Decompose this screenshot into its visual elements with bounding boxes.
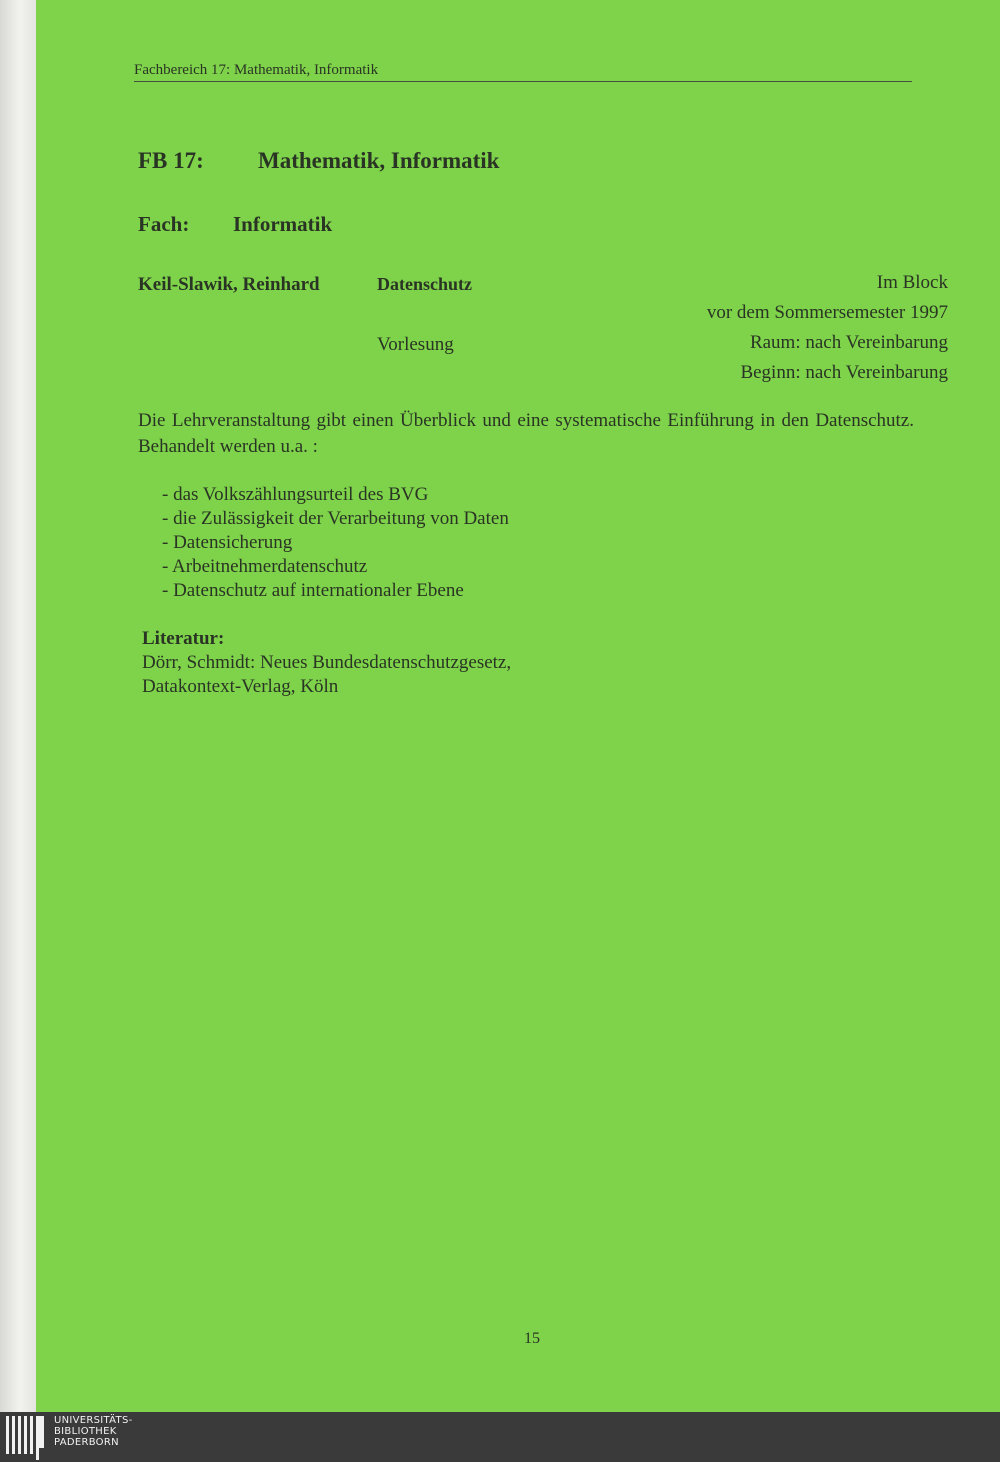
subject-label: Fach: [138, 212, 190, 236]
running-header: Fachbereich 17: Mathematik, Informatik [134, 62, 912, 82]
course-title: Datenschutz [377, 274, 472, 294]
faculty-heading [138, 148, 500, 174]
literature-line: Datakontext-Verlag, Köln [142, 676, 339, 697]
subject-name: Informatik [233, 212, 333, 236]
topic-list [162, 483, 509, 603]
topic-item: - Arbeitnehmerdatenschutz [162, 556, 368, 577]
lecturer-name: Keil-Slawik, Reinhard [138, 274, 320, 295]
schedule-line: Raum: nach Vereinbarung [749, 332, 948, 353]
subject-heading [138, 212, 333, 237]
library-barcode-icon [6, 1416, 50, 1460]
topic-item: - Datensicherung [162, 532, 293, 553]
library-logo-text [54, 1415, 133, 1448]
literature-section [142, 627, 511, 699]
page-number: 15 [524, 1330, 540, 1347]
course-schedule [707, 268, 948, 388]
footer-bar [0, 1412, 1000, 1462]
faculty-label: FB 17: [138, 148, 204, 173]
document-page [36, 0, 1000, 1412]
library-logo-line: BIBLIOTHEK [54, 1426, 117, 1437]
schedule-line: Beginn: nach Vereinbarung [740, 362, 948, 383]
topic-item: - die Zulässigkeit der Verarbeitung von Daten [162, 508, 509, 529]
schedule-line: vor dem Sommersemester 1997 [706, 302, 948, 323]
schedule-line: Im Block [876, 272, 948, 293]
topic-item: - Datenschutz auf internationaler Ebene [162, 580, 464, 601]
page-left-edge [0, 0, 36, 1412]
topic-item: - das Volkszählungsurteil des BVG [162, 484, 429, 505]
course-description: Die Lehrveranstaltung gibt einen Überblick und eine systematische Einführung in den Datenschutz. Behandelt werden u.a. : [138, 410, 914, 457]
library-logo-line: PADERBORN [54, 1437, 119, 1448]
course-type: Vorlesung [377, 334, 454, 355]
library-logo-line: UNIVERSITÄTS- [54, 1415, 133, 1426]
literature-line: Dörr, Schmidt: Neues Bundesdatenschutzgesetz, [142, 652, 512, 673]
faculty-title: Mathematik, Informatik [258, 148, 500, 173]
literature-heading: Literatur: [142, 628, 225, 649]
